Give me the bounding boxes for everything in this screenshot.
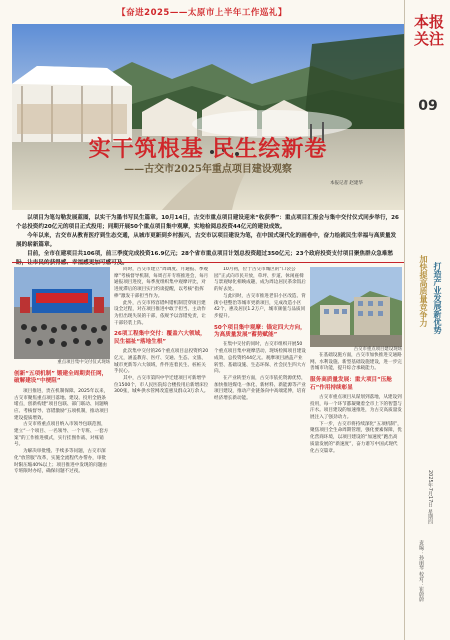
page-side-column — [404, 0, 450, 640]
page-number: 09 — [418, 98, 438, 114]
article-column-3 — [214, 267, 306, 637]
body-paragraph: 与此同时，古交市推进老旧小区改造、背街小巷整治等城市更新项目，完成改造小区42个，惠及居民1.2万户，城市颜值与品质同步提升。 — [214, 293, 306, 319]
site-photo-illustration — [310, 267, 402, 347]
body-paragraph: 下一步，古交市将持续深化“五项机制”，聚焦项目全生命周期管理，强化要素保障，优化营商环境，以项目建设的“加速度”跑出高质量发展的“新速度”，奋力谱写中国式现代化古交篇章。 — [310, 421, 402, 454]
body-paragraph: 其中，古交市第四中学迁建项目可新增学位1500个，市人民医院综合楼投用后新增床位300张，城乡供水管网改造惠及群众3万余人。 — [114, 375, 209, 395]
event-photo-caption: 重点项目集中交付仪式现场 — [57, 360, 110, 365]
section-heading: 50个项目集中观摩：锚定四大方向，为高质量发展“蓄势赋能” — [214, 324, 306, 339]
subheadline: ——古交市2025年重点项目建设观察 — [124, 164, 292, 175]
body-paragraph: 在产业转型方面，古交市依托资源优势，加快推进煤电一体化、新材料、新能源等产业项目建设，推动产业链条向中高端延伸，培育经济增长新动能。 — [214, 375, 306, 402]
article-column-4 — [310, 267, 402, 637]
site-photo-caption: 古交市重点项目建设现场 — [353, 347, 402, 352]
lead-paragraph: 以项目为笔勾勒发展蓝图，以实干为墨书写民生篇章。10月14日，古交市重点项目建设迎来“收获季”：重点项目汇报会与集中交付仪式同步举行，26个总投资约20亿元的项目正式投用；同期开展50个重点项目集中观摩，实地检阅总投资44亿元的建设成效。 — [16, 215, 399, 230]
event-photo-illustration — [14, 267, 110, 359]
section-title: 本报关注 — [413, 13, 444, 48]
headline: 实干筑根基 民生绘新卷 — [88, 136, 328, 162]
slogan-left: 加快提高质量竞争力 — [419, 255, 429, 327]
body-paragraph: 同时，古交市建立“周调度、月通报、季观摩”考核督导机制，每周召开专班推进会，每月通报项目进度，每季度组织集中观摩评比，对进度滞后的项目实行约谈提醒，以考核“指挥棒”激发干部担当作为。 — [114, 267, 209, 299]
lead-paragraphs — [16, 214, 400, 269]
event-photo — [14, 267, 110, 367]
section-heading: 服务高质量发展：重大项目“压舱石”作用持续彰显 — [310, 377, 392, 391]
photo-credit: 本报记者 赵建华 — [330, 181, 363, 186]
section-heading: 创新“五项机制” 锻建全周期责任网，破解建设“中梗阻” — [14, 371, 108, 385]
body-paragraph: 在集中交付的同时，古交市组织开展50个重点项目集中观摩活动，现场检阅项目建设成效，总投资约44亿元。观摩项目涵盖产业转型、基础设施、生态环保、社会民生四大方向。 — [214, 342, 306, 375]
top-banner — [0, 0, 404, 24]
site-photo — [310, 267, 402, 353]
article-column-2 — [114, 267, 210, 637]
body-paragraph: 项目推进，贵在机制保障。2025年以来，古交市聚焦重点项目落地、建设、投用全链条堵点，创新构建“项目包联、部门联动、问题响应、考核督导、容错激励“五项机制，推动项目建设提质增效。 — [14, 388, 109, 421]
body-paragraph: 此外，古交市将容错纠错机制贯穿项目建设全过程，对在项目推进中敢于担当、主动作为但出现失误的干部，依规予以容错免责，让干部轻装上阵。 — [114, 300, 206, 326]
body-paragraph: 在基础设施方面，古交市加快推进交通路网、水利设施、新型基础设施建设，进一步完善城市功能，提升综合承载能力。 — [310, 353, 402, 372]
body-paragraph: 古交市重点项目从谋划到落地，从建设到投用，每一个环节都凝聚着全市上下的智慧与汗水。项目建设的加速推进，为古交高质量发展注入了强劲动力。 — [310, 394, 402, 421]
body-paragraph: 10月初，位于古交市城区的“口袋公园”正式向市民开放，草坪、步道、休闲座椅与景观绿化相映成趣，成为周边居民茶余饭后的好去处。 — [214, 267, 306, 293]
editor-credit: 责编：孙丽琴 校对：崔蔚蔚 — [418, 540, 424, 602]
slogan-right: 打造产业发展新优势 — [433, 262, 443, 334]
lead-paragraph: 今年以来，古交市从教育医疗到生态交通，从城市更新到乡村振兴，古交市以项目建设为笔，在中国式现代化的画卷中，奋力绘就民生幸福与高质量发展的崭新篇章。 — [16, 233, 397, 248]
article-column-1 — [14, 267, 110, 637]
issue-date: 2025年7月17日 星期四 — [427, 470, 433, 524]
body-paragraph: 古交市将重点项目纳入市领导包联范围，建立“一个项目、一名领导、一个专班、一套方案”的工作推进模式，实行挂图作战、对账销号。 — [14, 422, 109, 448]
banner-text: 【奋进2025——太原市上半年工作巡礼】 — [117, 8, 287, 18]
lead-paragraph: 目前，全市在建项目共106项，前三季度完成投资16.9亿元；28个省市重点项目计划总投资超过350亿元；23个政府投资支付项目聚焦群众急难愁 — [27, 251, 393, 258]
section-heading: 26项工程集中交付：覆盖六大领域，民生福祉“落地生根” — [114, 331, 206, 345]
body-paragraph: 此次集中交付的26个重点项目总投资约20亿元，涵盖教育、医疗、交通、生态、文旅、城市更新等六大领域，件件连着民生、桩桩关乎民心。 — [114, 349, 209, 375]
body-paragraph: 为解决审批慢、手续多等问题，古交市深化“放管服”改革，实施全流程代办帮办，审批时限压缩40%以上；项目推进中发现的问题由专班限时办结，确保问题不过夜。 — [14, 449, 107, 475]
section-divider — [12, 262, 404, 263]
